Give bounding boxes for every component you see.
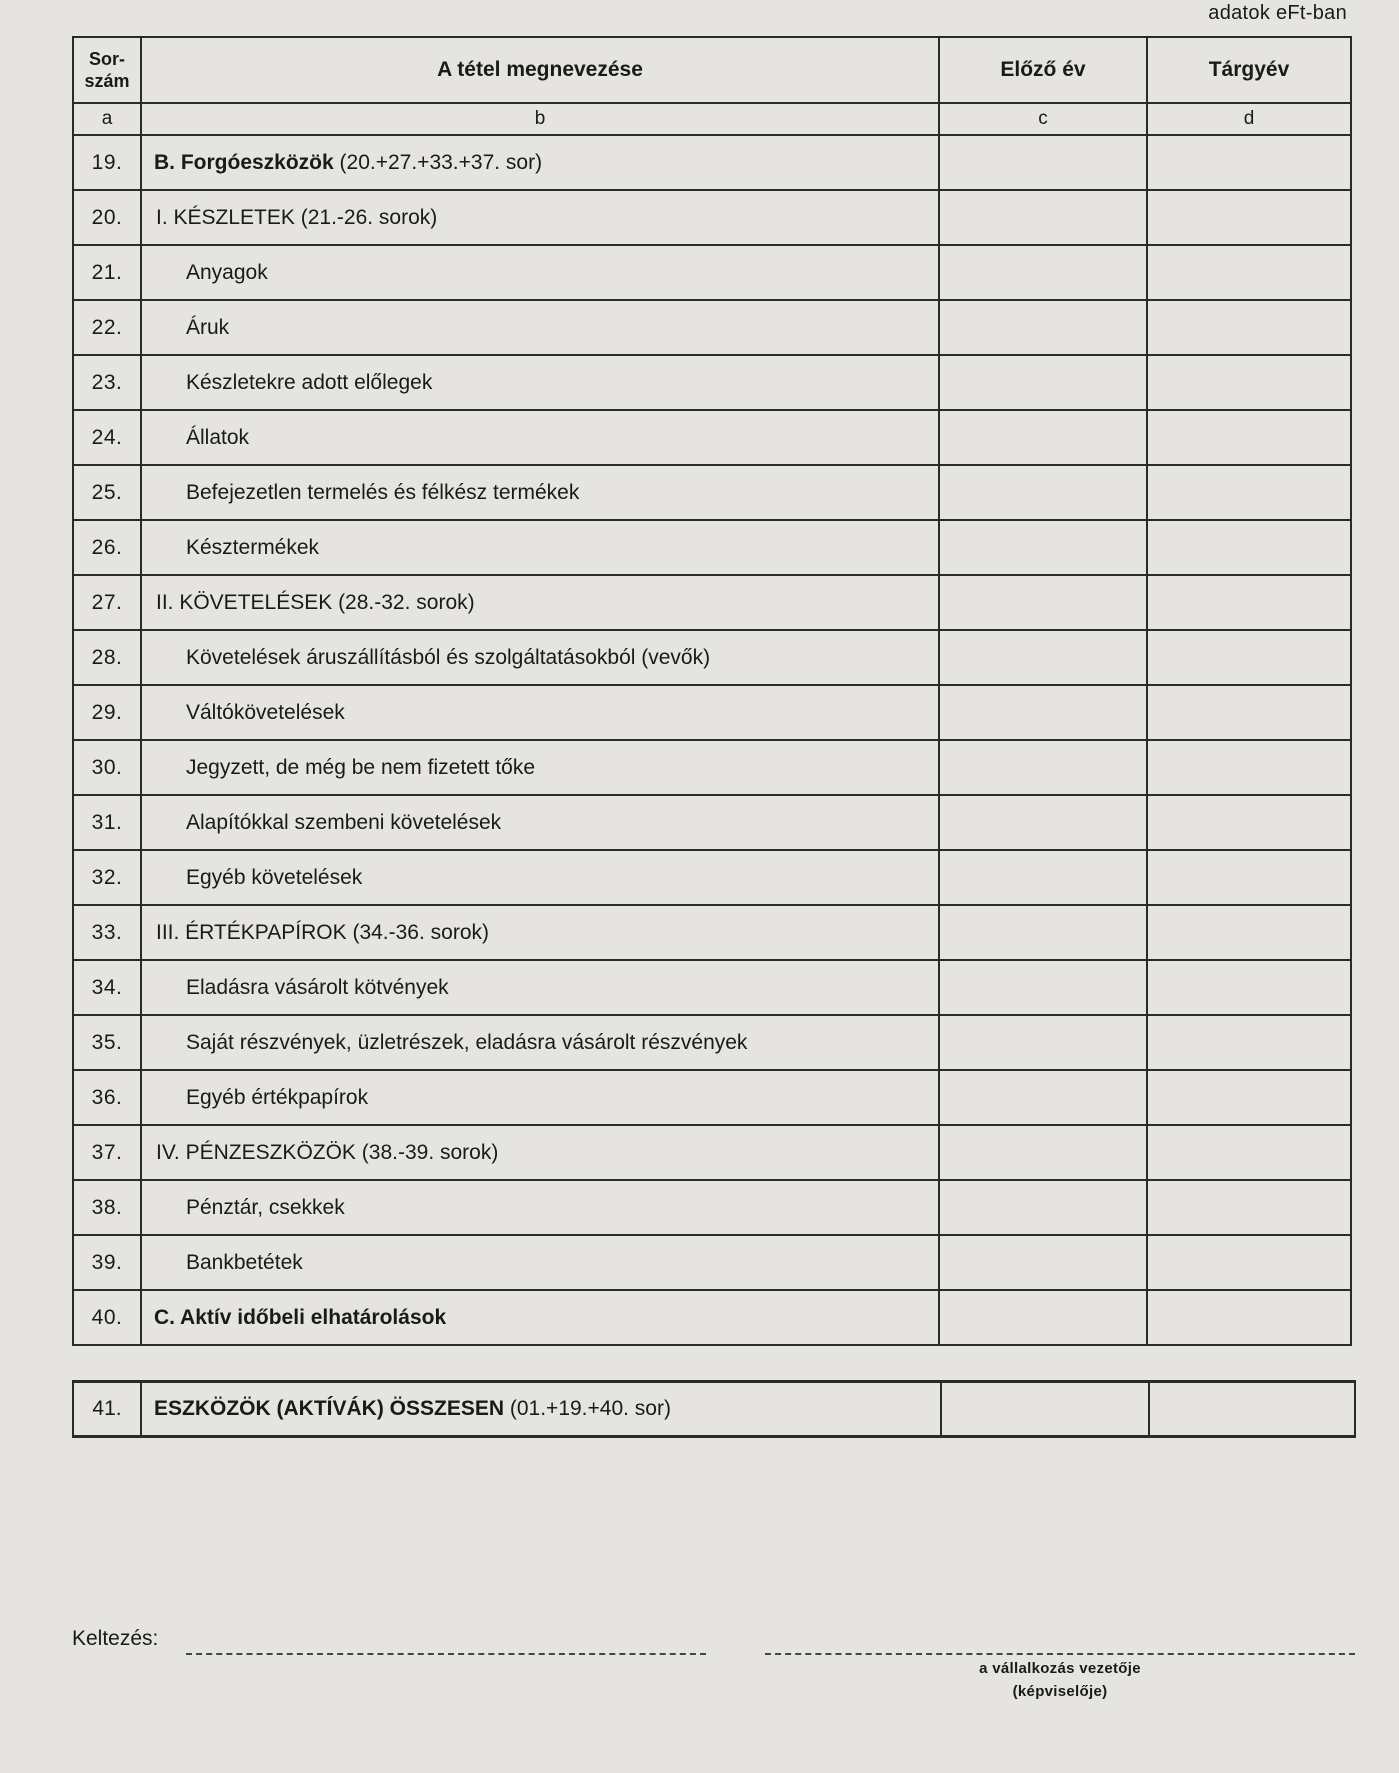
current-year-cell[interactable] <box>1147 960 1351 1015</box>
total-previous-year-cell[interactable] <box>941 1382 1149 1437</box>
table-row <box>73 1015 1351 1070</box>
row-number: 31. <box>73 795 141 850</box>
current-year-cell[interactable] <box>1147 190 1351 245</box>
table-row <box>73 1235 1351 1290</box>
previous-year-cell[interactable] <box>939 1180 1147 1235</box>
header-row <box>73 37 1351 103</box>
row-item-name-text: Anyagok <box>186 260 268 284</box>
previous-year-cell[interactable] <box>939 410 1147 465</box>
row-item-name-text: Bankbetétek <box>186 1250 303 1274</box>
total-row-name-rest: (01.+19.+40. sor) <box>504 1397 671 1420</box>
previous-year-cell[interactable] <box>939 905 1147 960</box>
previous-year-cell[interactable] <box>939 465 1147 520</box>
row-item-name <box>141 795 939 850</box>
table-row <box>73 630 1351 685</box>
total-current-year-cell[interactable] <box>1149 1382 1355 1437</box>
table-row <box>73 1070 1351 1125</box>
row-number: 30. <box>73 740 141 795</box>
previous-year-cell[interactable] <box>939 630 1147 685</box>
row-item-name <box>141 1290 939 1345</box>
row-item-name <box>141 135 939 190</box>
column-letter-d: d <box>1147 103 1351 135</box>
row-item-name-text: Váltókövetelések <box>186 700 345 724</box>
current-year-cell[interactable] <box>1147 355 1351 410</box>
table-row <box>73 1290 1351 1345</box>
row-number: 40. <box>73 1290 141 1345</box>
total-row-name-bold: ESZKÖZÖK (AKTÍVÁK) ÖSSZESEN <box>154 1397 505 1420</box>
column-letter-b: b <box>141 103 939 135</box>
row-item-name-text: Jegyzett, de még be nem fizetett tőke <box>186 755 536 779</box>
row-item-name-text: Pénztár, csekkek <box>186 1195 345 1219</box>
row-item-name-text: Egyéb követelések <box>186 865 363 889</box>
row-item-name <box>141 300 939 355</box>
current-year-cell[interactable] <box>1147 245 1351 300</box>
current-year-cell[interactable] <box>1147 850 1351 905</box>
table-row <box>73 190 1351 245</box>
table-row <box>73 410 1351 465</box>
header-current-year: Tárgyév <box>1147 37 1351 103</box>
previous-year-cell[interactable] <box>939 135 1147 190</box>
current-year-cell[interactable] <box>1147 300 1351 355</box>
row-number: 38. <box>73 1180 141 1235</box>
row-number: 27. <box>73 575 141 630</box>
current-year-cell[interactable] <box>1147 1180 1351 1235</box>
column-letter-row <box>73 103 1351 135</box>
row-number: 21. <box>73 245 141 300</box>
current-year-cell[interactable] <box>1147 1125 1351 1180</box>
previous-year-cell[interactable] <box>939 520 1147 575</box>
row-item-name <box>141 355 939 410</box>
table-row <box>73 300 1351 355</box>
table-row <box>73 685 1351 740</box>
row-number: 23. <box>73 355 141 410</box>
row-item-name-text: Készletekre adott előlegek <box>186 370 433 394</box>
header-previous-year: Előző év <box>939 37 1147 103</box>
row-number: 24. <box>73 410 141 465</box>
row-item-name-text: Követelések áruszállításból és szolgáltatásokból (vevők) <box>186 645 711 669</box>
row-item-name <box>141 575 939 630</box>
row-item-name <box>141 685 939 740</box>
current-year-cell[interactable] <box>1147 685 1351 740</box>
previous-year-cell[interactable] <box>939 1290 1147 1345</box>
units-note: adatok eFt-ban <box>1208 2 1347 24</box>
row-number: 28. <box>73 630 141 685</box>
row-item-name <box>141 190 939 245</box>
row-number: 22. <box>73 300 141 355</box>
row-number: 29. <box>73 685 141 740</box>
row-item-name-text: Eladásra vásárolt kötvények <box>186 975 449 999</box>
row-number: 36. <box>73 1070 141 1125</box>
row-item-name <box>141 850 939 905</box>
table-row <box>73 905 1351 960</box>
row-item-name <box>141 1070 939 1125</box>
row-item-name-text: IV. PÉNZESZKÖZÖK (38.-39. sorok) <box>156 1140 499 1164</box>
previous-year-cell[interactable] <box>939 1015 1147 1070</box>
table-row <box>73 575 1351 630</box>
table-body <box>73 135 1351 1345</box>
previous-year-cell[interactable] <box>939 960 1147 1015</box>
current-year-cell[interactable] <box>1147 1235 1351 1290</box>
previous-year-cell[interactable] <box>939 850 1147 905</box>
row-item-name-text: Saját részvények, üzletrészek, eladásra vásárolt részvények <box>186 1030 748 1054</box>
previous-year-cell[interactable] <box>939 355 1147 410</box>
row-number: 32. <box>73 850 141 905</box>
row-number: 20. <box>73 190 141 245</box>
current-year-cell[interactable] <box>1147 575 1351 630</box>
row-item-name-bold: C. Aktív időbeli elhatárolások <box>154 1305 447 1329</box>
balance-sheet-table <box>72 36 1352 1346</box>
row-item-name-text: Befejezetlen termelés és félkész termékek <box>186 480 580 504</box>
signature-caption-sub: (képviselője) <box>1012 1683 1108 1700</box>
row-item-name-text: III. ÉRTÉKPAPÍROK (34.-36. sorok) <box>156 920 489 944</box>
row-number: 25. <box>73 465 141 520</box>
previous-year-cell[interactable] <box>939 795 1147 850</box>
date-label: Keltezés: <box>72 1627 159 1650</box>
previous-year-cell[interactable] <box>939 1070 1147 1125</box>
current-year-cell[interactable] <box>1147 520 1351 575</box>
header-sorszam-label: Sor- szám <box>84 49 130 91</box>
row-number: 19. <box>73 135 141 190</box>
row-item-name-text: Alapítókkal szembeni követelések <box>186 810 502 834</box>
total-row-number: 41. <box>73 1382 141 1437</box>
current-year-cell[interactable] <box>1147 740 1351 795</box>
previous-year-cell[interactable] <box>939 1125 1147 1180</box>
previous-year-cell[interactable] <box>939 300 1147 355</box>
row-item-name-text: Egyéb értékpapírok <box>186 1085 369 1109</box>
table-row <box>73 1125 1351 1180</box>
table-row <box>73 850 1351 905</box>
table-row <box>73 135 1351 190</box>
table-row <box>73 960 1351 1015</box>
row-item-name <box>141 905 939 960</box>
current-year-cell[interactable] <box>1147 1070 1351 1125</box>
row-item-name-bold: B. Forgóeszközök <box>154 150 334 174</box>
total-row <box>73 1382 1355 1437</box>
row-number: 35. <box>73 1015 141 1070</box>
current-year-cell[interactable] <box>1147 135 1351 190</box>
column-letter-a: a <box>73 103 141 135</box>
row-item-name <box>141 1235 939 1290</box>
row-item-name <box>141 740 939 795</box>
current-year-cell[interactable] <box>1147 630 1351 685</box>
table-row <box>73 795 1351 850</box>
signature-line[interactable] <box>765 1653 1355 1655</box>
row-number: 34. <box>73 960 141 1015</box>
row-number: 39. <box>73 1235 141 1290</box>
previous-year-cell[interactable] <box>939 190 1147 245</box>
row-number: 26. <box>73 520 141 575</box>
current-year-cell[interactable] <box>1147 465 1351 520</box>
table-row <box>73 520 1351 575</box>
previous-year-cell[interactable] <box>939 575 1147 630</box>
total-table <box>72 1380 1356 1438</box>
table-row <box>73 355 1351 410</box>
current-year-cell[interactable] <box>1147 905 1351 960</box>
row-item-name-text: Késztermékek <box>186 535 320 559</box>
previous-year-cell[interactable] <box>939 1235 1147 1290</box>
table-row <box>73 465 1351 520</box>
row-number: 33. <box>73 905 141 960</box>
column-letter-c: c <box>939 103 1147 135</box>
current-year-cell[interactable] <box>1147 795 1351 850</box>
total-row-name <box>141 1382 941 1437</box>
current-year-cell[interactable] <box>1147 410 1351 465</box>
row-item-name-text: II. KÖVETELÉSEK (28.-32. sorok) <box>156 590 475 614</box>
row-item-name <box>141 1125 939 1180</box>
row-number: 37. <box>73 1125 141 1180</box>
header-sorszam <box>73 37 141 103</box>
previous-year-cell[interactable] <box>939 685 1147 740</box>
previous-year-cell[interactable] <box>939 245 1147 300</box>
row-item-name <box>141 245 939 300</box>
row-item-name <box>141 960 939 1015</box>
row-item-name-text: (20.+27.+33.+37. sor) <box>333 150 543 174</box>
current-year-cell[interactable] <box>1147 1015 1351 1070</box>
row-item-name-text: I. KÉSZLETEK (21.-26. sorok) <box>156 205 438 229</box>
row-item-name <box>141 630 939 685</box>
signature-caption: a vállalkozás vezetője <box>979 1660 1141 1677</box>
row-item-name-text: Állatok <box>186 425 250 449</box>
table-row <box>73 245 1351 300</box>
table-row <box>73 1180 1351 1235</box>
current-year-cell[interactable] <box>1147 1290 1351 1345</box>
row-item-name <box>141 520 939 575</box>
row-item-name <box>141 1015 939 1070</box>
row-item-name <box>141 410 939 465</box>
row-item-name <box>141 465 939 520</box>
previous-year-cell[interactable] <box>939 740 1147 795</box>
row-item-name-text: Áruk <box>186 315 230 339</box>
table-row <box>73 740 1351 795</box>
date-field-line[interactable] <box>186 1653 706 1655</box>
header-item-name: A tétel megnevezése <box>141 37 939 103</box>
row-item-name <box>141 1180 939 1235</box>
